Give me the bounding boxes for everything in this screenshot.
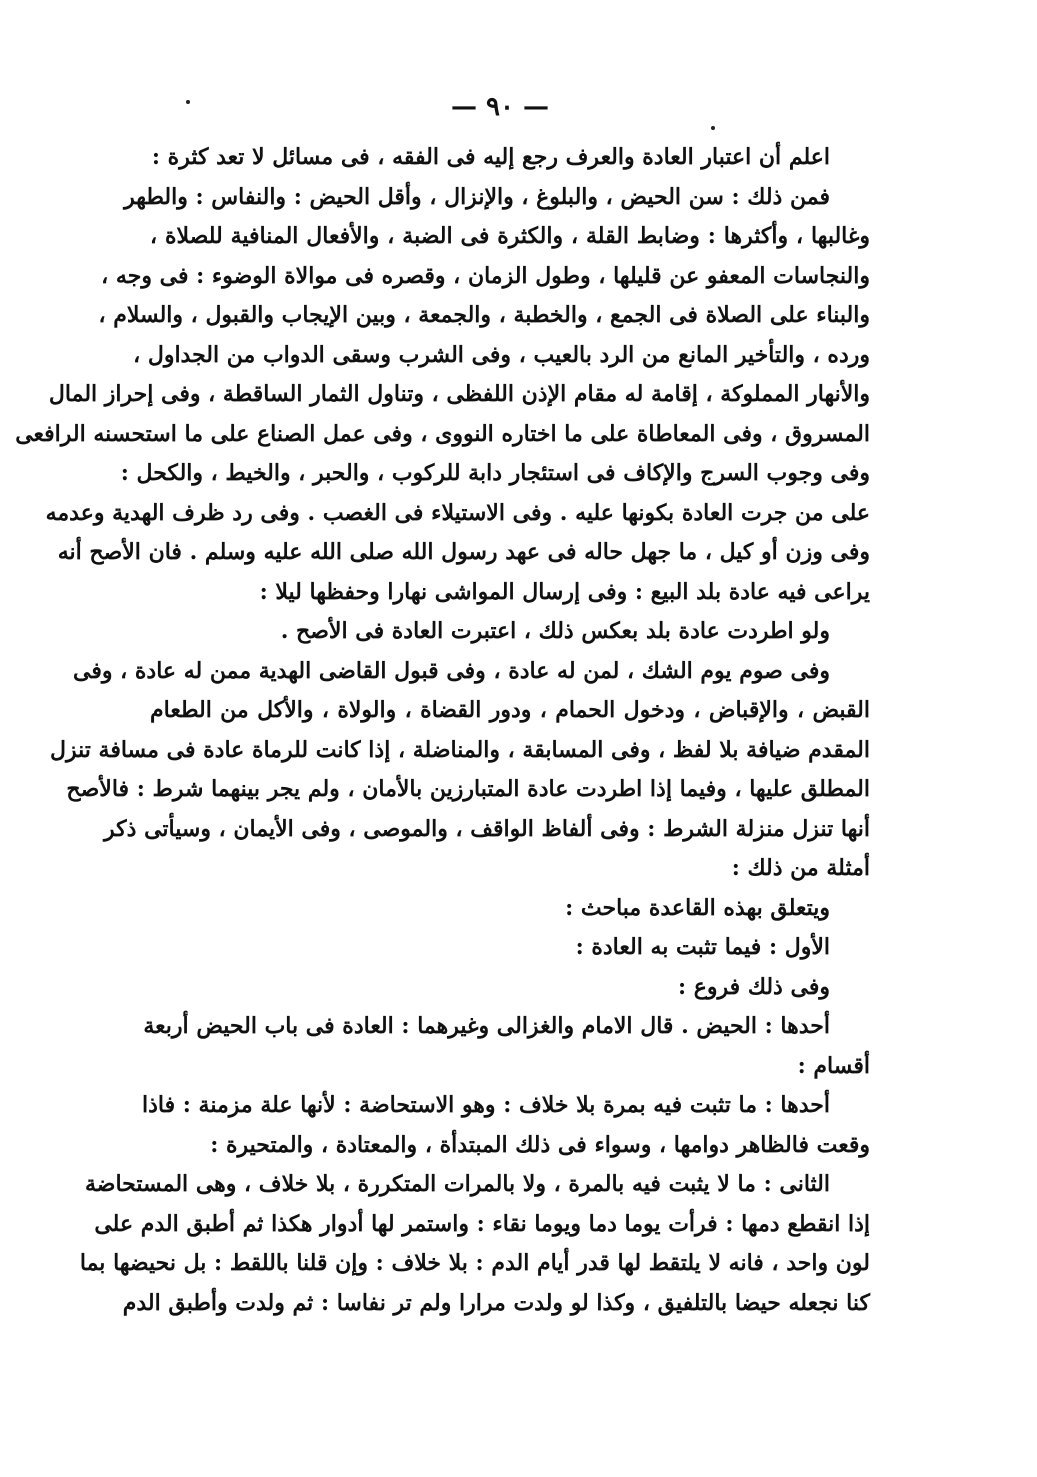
text-line: المطلق عليها ، وفيما إذا اطردت عادة المتبارزين بالأمان ، ولم يجر بينهما شرط : فالأصح <box>66 776 870 802</box>
text-line: والنجاسات المعفو عن قليلها ، وطول الزمان ، وقصره فى موالاة الوضوء : فى وجه ، <box>101 262 870 289</box>
text-line: فمن ذلك : سن الحيض ، والبلوغ ، والإنزال ، وأقل الحيض : والنفاس : والطهر <box>124 183 830 210</box>
text-line: أقسام : <box>797 1052 870 1079</box>
text-line: أنها تنزل منزلة الشرط : وفى ألفاظ الواقف ، والموصى ، وفى الأيمان ، وسيأتى ذكر <box>104 815 870 842</box>
text-line: وفى صوم يوم الشك ، لمن له عادة ، وفى قبول القاضى الهدية ممن له عادة ، وفى <box>72 657 830 684</box>
speck-mark <box>711 126 715 130</box>
text-line: المقدم ضيافة بلا لفظ ، وفى المسابقة ، والمناضلة ، إذا كانت للرماة عادة فى مسافة تنزل <box>49 736 870 763</box>
text-line: أحدها : الحيض . قال الامام والغزالى وغيرهما : العادة فى باب الحيض أربعة <box>143 1013 830 1039</box>
text-line: الثانى : ما لا يثبت فيه بالمرة ، ولا بالمرات المتكررة ، بلا خلاف ، وهى المستحاضة <box>84 1171 830 1197</box>
text-line: كنا نجعله حيضا بالتلفيق ، وكذا لو ولدت مرارا ولم تر نفاسا : ثم ولدت وأطبق الدم <box>122 1289 870 1316</box>
text-line: الأول : فيما تثبت به العادة : <box>575 934 830 960</box>
text-line: على من جرت العادة بكونها عليه . وفى الاستيلاء فى الغصب . وفى رد ظرف الهدية وعدمه <box>45 499 870 526</box>
text-line: اعلم أن اعتبار العادة والعرف رجع إليه فى الفقه ، فى مسائل لا تعد كثرة : <box>151 144 830 170</box>
text-line: يراعى فيه عادة بلد البيع : وفى إرسال المواشى نهارا وحفظها ليلا : <box>259 578 870 605</box>
page-number: — ٩٠ — <box>450 92 550 122</box>
body-text <box>15 138 870 1323</box>
text-line: وفى وجوب السرج والإكاف فى استئجار دابة للركوب ، والحبر ، والخيط ، والكحل : <box>120 460 870 486</box>
text-line: المسروق ، وفى المعاطاة على ما اختاره النووى ، وفى عمل الصناع على ما استحسنه الرافعى <box>15 420 870 447</box>
text-line: أمثلة من ذلك : <box>731 855 870 881</box>
text-line: لون واحد ، فانه لا يلتقط لها قدر أيام الدم : بلا خلاف : وإن قلنا باللقط : بل نحيضها بما <box>79 1250 870 1276</box>
text-line: ولو اطردت عادة بلد بعكس ذلك ، اعتبرت العادة فى الأصح . <box>280 618 830 644</box>
text-line: وغالبها ، وأكثرها : وضابط القلة ، والكثرة فى الضبة ، والأفعال المنافية للصلاة ، <box>150 223 870 249</box>
text-line: القبض ، والإقباض ، ودخول الحمام ، ودور القضاة ، والولاة ، والأكل من الطعام <box>150 697 870 723</box>
text-line: ويتعلق بهذه القاعدة مباحث : <box>565 894 830 921</box>
text-line: ورده ، والتأخير المانع من الرد بالعيب ، وفى الشرب وسقى الدواب من الجداول ، <box>133 341 870 368</box>
text-line: والأنهار المملوكة ، إقامة له مقام الإذن اللفظى ، وتناول الثمار الساقطة ، وفى إحراز المال <box>48 381 870 407</box>
text-line: والبناء على الصلاة فى الجمع ، والخطبة ، والجمعة ، وبين الإيجاب والقبول ، والسلام ، <box>98 302 870 328</box>
text-line: وفى وزن أو كيل ، ما جهل حاله فى عهد رسول الله صلى الله عليه وسلم . فان الأصح أنه <box>57 539 870 565</box>
text-line: وقعت فالظاهر دوامها ، وسواء فى ذلك المبتدأة ، والمعتادة ، والمتحيرة : <box>210 1131 870 1158</box>
text-line: إذا انقطع دمها : فرأت يوما دما ويوما نقاء : واستمر لها أدوار هكذا ثم أطبق الدم على <box>94 1210 870 1237</box>
text-line: وفى ذلك فروع : <box>677 973 830 1000</box>
text-line: أحدها : ما تثبت فيه بمرة بلا خلاف : وهو الاستحاضة : لأنها علة مزمنة : فاذا <box>141 1092 830 1118</box>
